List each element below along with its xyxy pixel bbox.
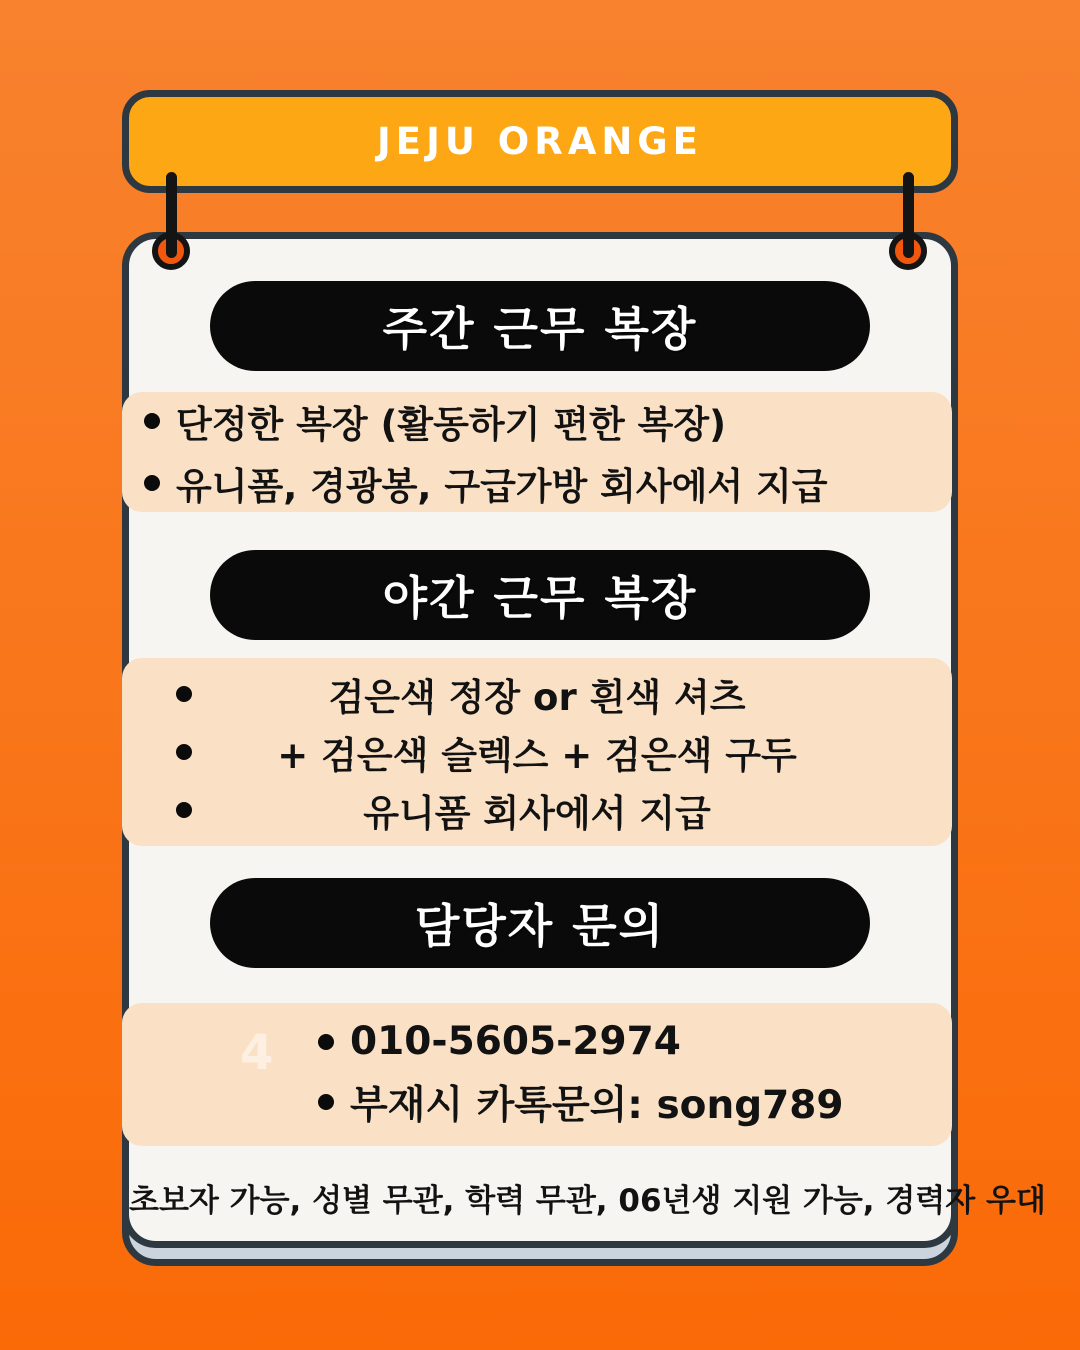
list-item	[318, 1074, 952, 1130]
list-item	[144, 456, 952, 510]
list-item	[122, 665, 952, 723]
pin-bar-right-icon	[903, 172, 914, 258]
list-item-text: 단정한 복장 (활동하기 편한 복장)	[176, 403, 726, 446]
bullet-icon	[176, 686, 192, 702]
banner	[122, 90, 958, 193]
section-heading-contact-label: 담당자 문의	[414, 899, 666, 953]
bullet-icon	[318, 1034, 334, 1050]
list-item	[318, 1019, 952, 1064]
list-item	[144, 394, 952, 448]
section-heading-night	[210, 550, 870, 640]
card	[122, 232, 1046, 1248]
pin-bar-left-icon	[166, 172, 177, 258]
list-item-text: 유니폼 회사에서 지급	[363, 792, 711, 835]
bullet-icon	[176, 802, 192, 818]
section-body-night	[122, 658, 952, 846]
bullet-icon	[176, 744, 192, 760]
section-body-contact	[122, 1003, 952, 1146]
list-item	[122, 781, 952, 839]
phone-number-text: 010-5605-2974	[350, 1019, 681, 1064]
bullet-icon	[144, 475, 160, 491]
section-heading-day	[210, 281, 870, 371]
list-item-text: + 검은색 슬렉스 + 검은색 구두	[277, 734, 797, 777]
kakao-contact-text: 부재시 카톡문의: song789	[350, 1083, 844, 1128]
list-item	[122, 723, 952, 781]
footer-note: 초보자 가능, 성별 무관, 학력 무관, 06년생 지원 가능, 경력자 우대	[129, 1183, 1046, 1219]
list-item-text: 유니폼, 경광봉, 구급가방 회사에서 지급	[176, 465, 828, 508]
section-heading-contact	[210, 878, 870, 968]
list-item-text: 검은색 정장 or 흰색 셔츠	[328, 676, 746, 719]
section-body-day	[122, 392, 952, 512]
bullet-icon	[318, 1094, 334, 1110]
bullet-icon	[144, 413, 160, 429]
section-heading-day-label: 주간 근무 복장	[382, 302, 698, 356]
watermark-number: 4	[240, 1025, 274, 1081]
section-heading-night-label: 야간 근무 복장	[382, 571, 698, 625]
banner-title: JEJU ORANGE	[377, 120, 703, 163]
